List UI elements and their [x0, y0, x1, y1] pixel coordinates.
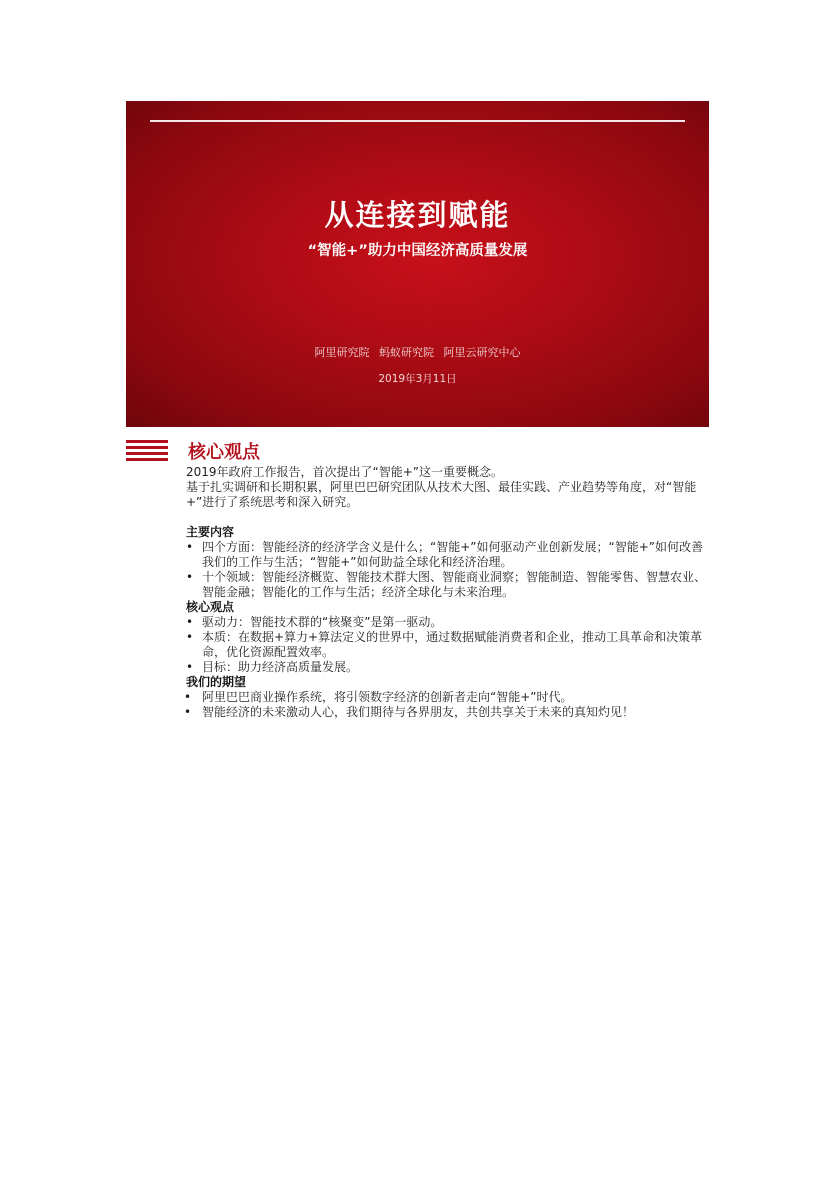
- cover-date: 2019年3月11日: [378, 373, 457, 385]
- list-item: • 驱动力：智能技术群的“核聚变”是第一驱动。: [186, 615, 706, 630]
- cover-organizations: 阿里研究院 蚂蚁研究院 阿里云研究中心: [314, 346, 521, 359]
- list-item: • 智能经济的未来激动人心，我们期待与各界朋友，共创共享关于未来的真知灼见！: [184, 705, 706, 720]
- core-views-heading: 核心观点: [186, 600, 235, 614]
- cover-title: 从连接到赋能: [324, 198, 511, 232]
- list-item: • 阿里巴巴商业操作系统，将引领数字经济的创新者走向“智能+”时代。: [184, 690, 706, 705]
- core-views-list: [186, 615, 706, 675]
- intro-line: 2019年政府工作报告，首次提出了“智能+”这一重要概念。: [186, 465, 504, 479]
- section-title: 核心观点: [188, 442, 260, 463]
- list-item: • 四个方面：智能经济的经济学含义是什么；“智能+”如何驱动产业创新发展；“智能+”如何改善我们的工作与生活；“智能+”如何助益全球化和经济治理。: [186, 540, 706, 570]
- cover-slide: [126, 101, 709, 427]
- content-body: [186, 465, 706, 720]
- list-item: • 本质：在数据+算力+算法定义的世界中，通过数据赋能消费者和企业，推动工具革命和决策革命，优化资源配置效率。: [186, 630, 706, 660]
- intro-line: 基于扎实调研和长期积累，阿里巴巴研究团队从技术大图、最佳实践、产业趋势等角度，对“智能+”进行了系统思考和深入研究。: [186, 480, 697, 509]
- cover-divider: [150, 120, 685, 122]
- cover-subtitle: “智能+”助力中国经济高质量发展: [307, 243, 528, 259]
- main-content-list: [186, 540, 706, 600]
- expectations-heading: 我们的期望: [186, 675, 247, 689]
- main-content-heading: 主要内容: [186, 525, 235, 539]
- section-bars-icon: [126, 440, 168, 462]
- list-item: • 目标：助力经济高质量发展。: [186, 660, 706, 675]
- list-item: • 十个领域：智能经济概览、智能技术群大图、智能商业洞察；智能制造、智能零售、智慧农业、智能金融；智能化的工作与生活；经济全球化与未来治理。: [186, 570, 706, 600]
- expectations-list: [186, 690, 706, 720]
